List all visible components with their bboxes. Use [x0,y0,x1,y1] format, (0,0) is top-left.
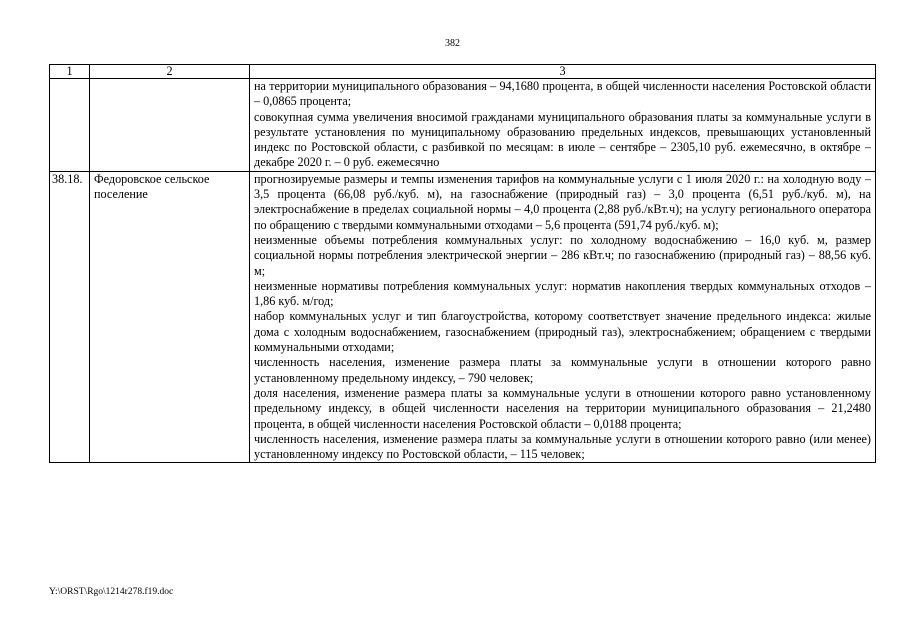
paragraph: доля населения, изменение размера платы за коммунальные услуги в отношении которого равно установленному предельному индексу, в общей численности населения на территории муниципального образования – 21,2480 процента, в общей численности населения Ростовской области – 0,0188 процента; [254,385,871,431]
paragraph: численность населения, изменение размера платы за коммунальные услуги в отношении которого равно установленному предельному индексу, – 790 человек; [254,355,871,385]
paragraph: на территории муниципального образования – 94,1680 процента, в общей численности населения Ростовской области – 0,0865 процента; [254,79,871,109]
table-row [50,79,876,172]
column-header-3: 3 [250,65,876,79]
column-header-1: 1 [50,65,90,79]
paragraph: прогнозируемые размеры и темпы изменения тарифов на коммунальные услуги с 1 июля 2020 г.: на холодную воду – 3,5 процента (66,08 руб./куб. м), на газоснабжение (природный газ) – 3,0 процента (6,51 руб./куб. м), на электроснабжение в пределах социальной нормы – 4,0 процента (2,88 руб./кВт.ч); на услугу регионального оператора по обращению с твердыми коммунальными отходами – 5,6 процента (591,74 руб./куб. м); [254,171,871,232]
row-number [50,79,90,172]
document-table [49,64,876,463]
municipality-name [90,79,250,172]
file-path-footer: Y:\ORST\Rgo\1214r278.f19.doc [49,587,174,597]
municipality-name: Федоровское сельское поселение [90,171,250,463]
row-number: 38.18. [50,171,90,463]
paragraph: совокупная сумма увеличения вносимой гражданами муниципального образования платы за коммунальные услуги в результате установления по муниципальному образованию предельных индексов, превышающих установленный индекс по Ростовской области, с разбивкой по месяцам: в июле – сентябре – 2305,10 руб. ежемесячно, в октябре – декабре 2020 г. – 0 руб. ежемесячно [254,109,871,170]
table-row [50,171,876,463]
description-cell [250,79,876,172]
paragraph: неизменные объемы потребления коммунальных услуг: по холодному водоснабжению – 16,0 куб. м, размер социальной нормы потребления электрической энергии – 286 кВт.ч; по газоснабжению (природный газ) – 88,56 куб. м; [254,232,871,278]
paragraph: набор коммунальных услуг и тип благоустройства, которому соответствует значение предельного индекса: жилые дома с холодным водоснабжением, газоснабжением (природный газ), электроснабжением; обращением с твердыми коммунальными отходами; [254,309,871,355]
paragraph: численность населения, изменение размера платы за коммунальные услуги в отношении которого равно (или менее) установленному индексу по Ростовской области, – 115 человек; [254,431,871,462]
table-header-row [50,65,876,79]
page-number: 382 [445,38,460,49]
column-header-2: 2 [90,65,250,79]
description-cell [250,171,876,463]
paragraph: неизменные нормативы потребления коммунальных услуг: норматив накопления твердых коммунальных отходов – 1,86 куб. м/год; [254,278,871,309]
